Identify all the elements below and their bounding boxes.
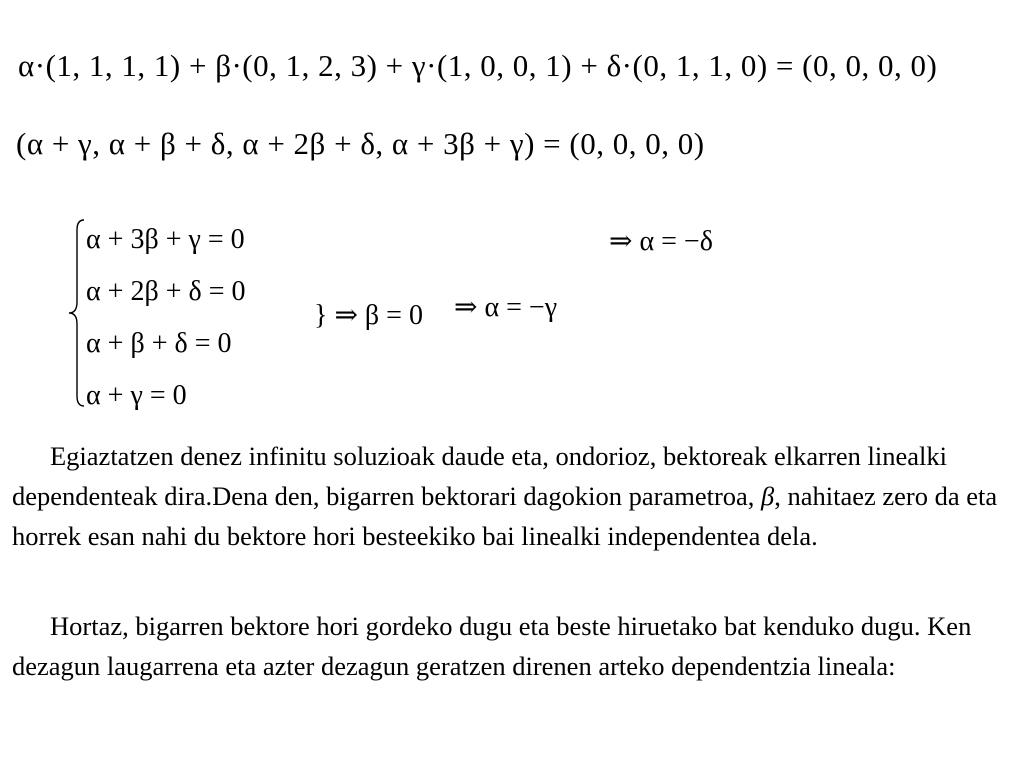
paragraph-1-text-before: Egiaztatzen denez infinitu soluzioak daude eta, ondorioz, bektoreak elkarren linealki dependenteak dira.Dena den, bigarren bektorari dagokion parametroa,: [12, 441, 947, 511]
paragraph-1-text-after: , nahitaez zero da eta horrek esan nahi du bektore hori besteekiko bai linealki independentea dela.: [12, 481, 998, 551]
system-equation-1: α + 3β + γ = 0: [86, 224, 245, 255]
beta-zero-result: } ⇒ β = 0: [314, 300, 423, 331]
explanation-paragraph-1: [12, 436, 1016, 556]
left-brace-icon: [64, 218, 86, 408]
system-equation-3: α + β + δ = 0: [86, 328, 232, 359]
alpha-minus-delta-result: ⇒ α = −δ: [609, 226, 713, 257]
system-equation-2: α + 2β + δ = 0: [86, 276, 246, 307]
system-equation-4: α + γ = 0: [86, 380, 187, 411]
alpha-minus-gamma-result: ⇒ α = −γ: [454, 292, 558, 323]
equation-system: [64, 218, 713, 413]
vector-linear-combination-equation: α·(1, 1, 1, 1) + β·(0, 1, 2, 3) + γ·(1, 0, 0, 1) + δ·(0, 1, 1, 0) = (0, 0, 0, 0): [18, 48, 938, 83]
explanation-paragraph-2: Hortaz, bigarren bektore hori gordeko dugu eta beste hiruetako bat kenduko dugu. Ken dezagun laugarrena eta azter dezagun geratzen direnen arteko dependentzia lineala:: [12, 611, 972, 681]
componentwise-equation: (α + γ, α + β + δ, α + 2β + δ, α + 3β + γ) = (0, 0, 0, 0): [16, 126, 705, 161]
beta-symbol: β: [761, 481, 775, 511]
